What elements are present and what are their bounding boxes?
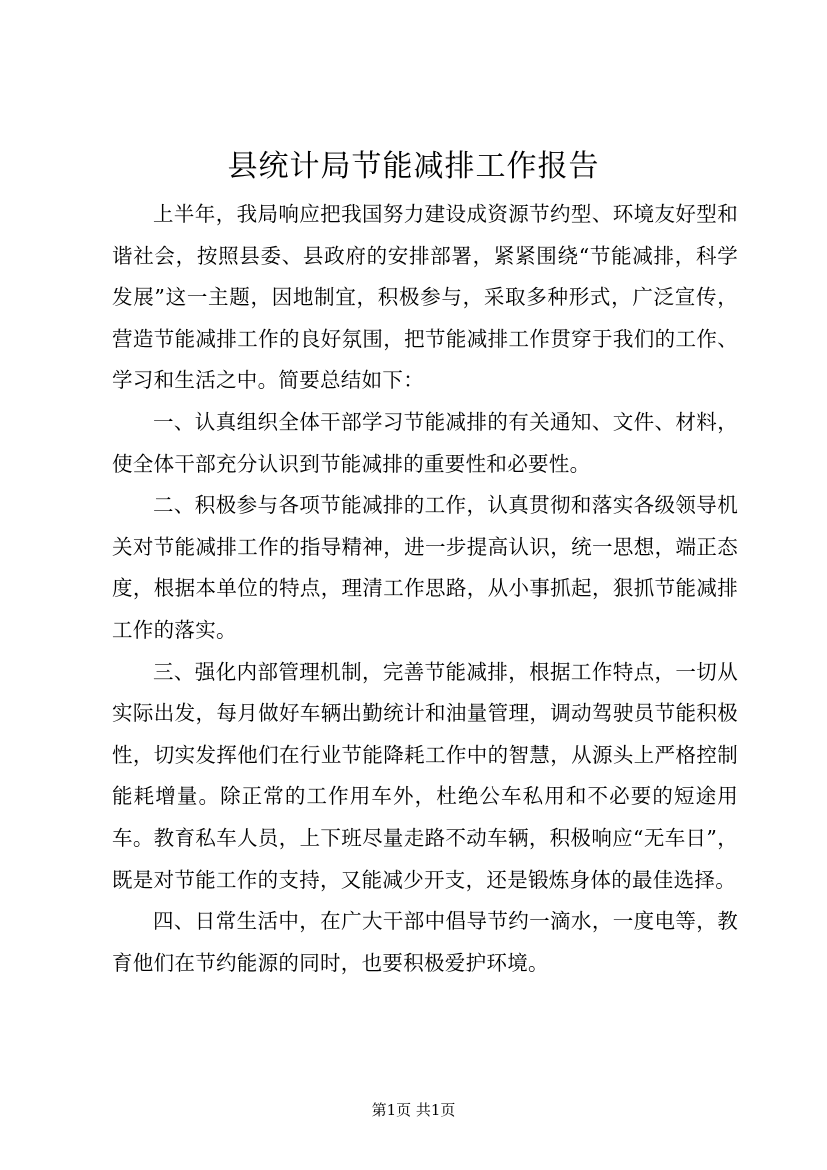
document-body [112, 194, 738, 984]
paragraph-item-2: 二、积极参与各项节能减排的工作，认真贯彻和落实各级领导机关对节能减排工作的指导精神，进一步提高认识，统一思想，端正态度，根据本单位的特点，理清工作思路，从小事抓起，狠抓节能减排工作的落实。 [112, 493, 738, 642]
document-title: 县统计局节能减排工作报告 [227, 149, 600, 184]
paragraph-item-4: 四、日常生活中，在广大干部中倡导节约一滴水，一度电等，教育他们在节约能源的同时，也要积极爱护环境。 [112, 909, 738, 975]
paragraph-intro: 上半年，我局响应把我国努力建设成资源节约型、环境友好型和谐社会，按照县委、县政府的安排部署，紧紧围绕“节能减排，科学发展”这一主题，因地制宜，积极参与，采取多种形式，广泛宣传，营造节能减排工作的良好氛围，把节能减排工作贯穿于我们的工作、学习和生活之中。简要总结如下： [112, 202, 738, 393]
page-footer: 第1页 共1页 [371, 1101, 456, 1119]
paragraph-item-1: 一、认真组织全体干部学习节能减排的有关通知、文件、材料，使全体干部充分认识到节能减排的重要性和必要性。 [112, 409, 738, 476]
paragraph-item-3: 三、强化内部管理机制，完善节能减排，根据工作特点，一切从实际出发，每月做好车辆出勤统计和油量管理，调动驾驶员节能积极性，切实发挥他们在行业节能降耗工作中的智慧，从源头上严格控制能耗增量。除正常的工作用车外，杜绝公车私用和不必要的短途用车。教育私车人员，上下班尽量走路不动车辆，积极响应“无车日”，既是对节能工作的支持，又能减少开支，还是锻炼身体的最佳选择。 [112, 659, 738, 892]
